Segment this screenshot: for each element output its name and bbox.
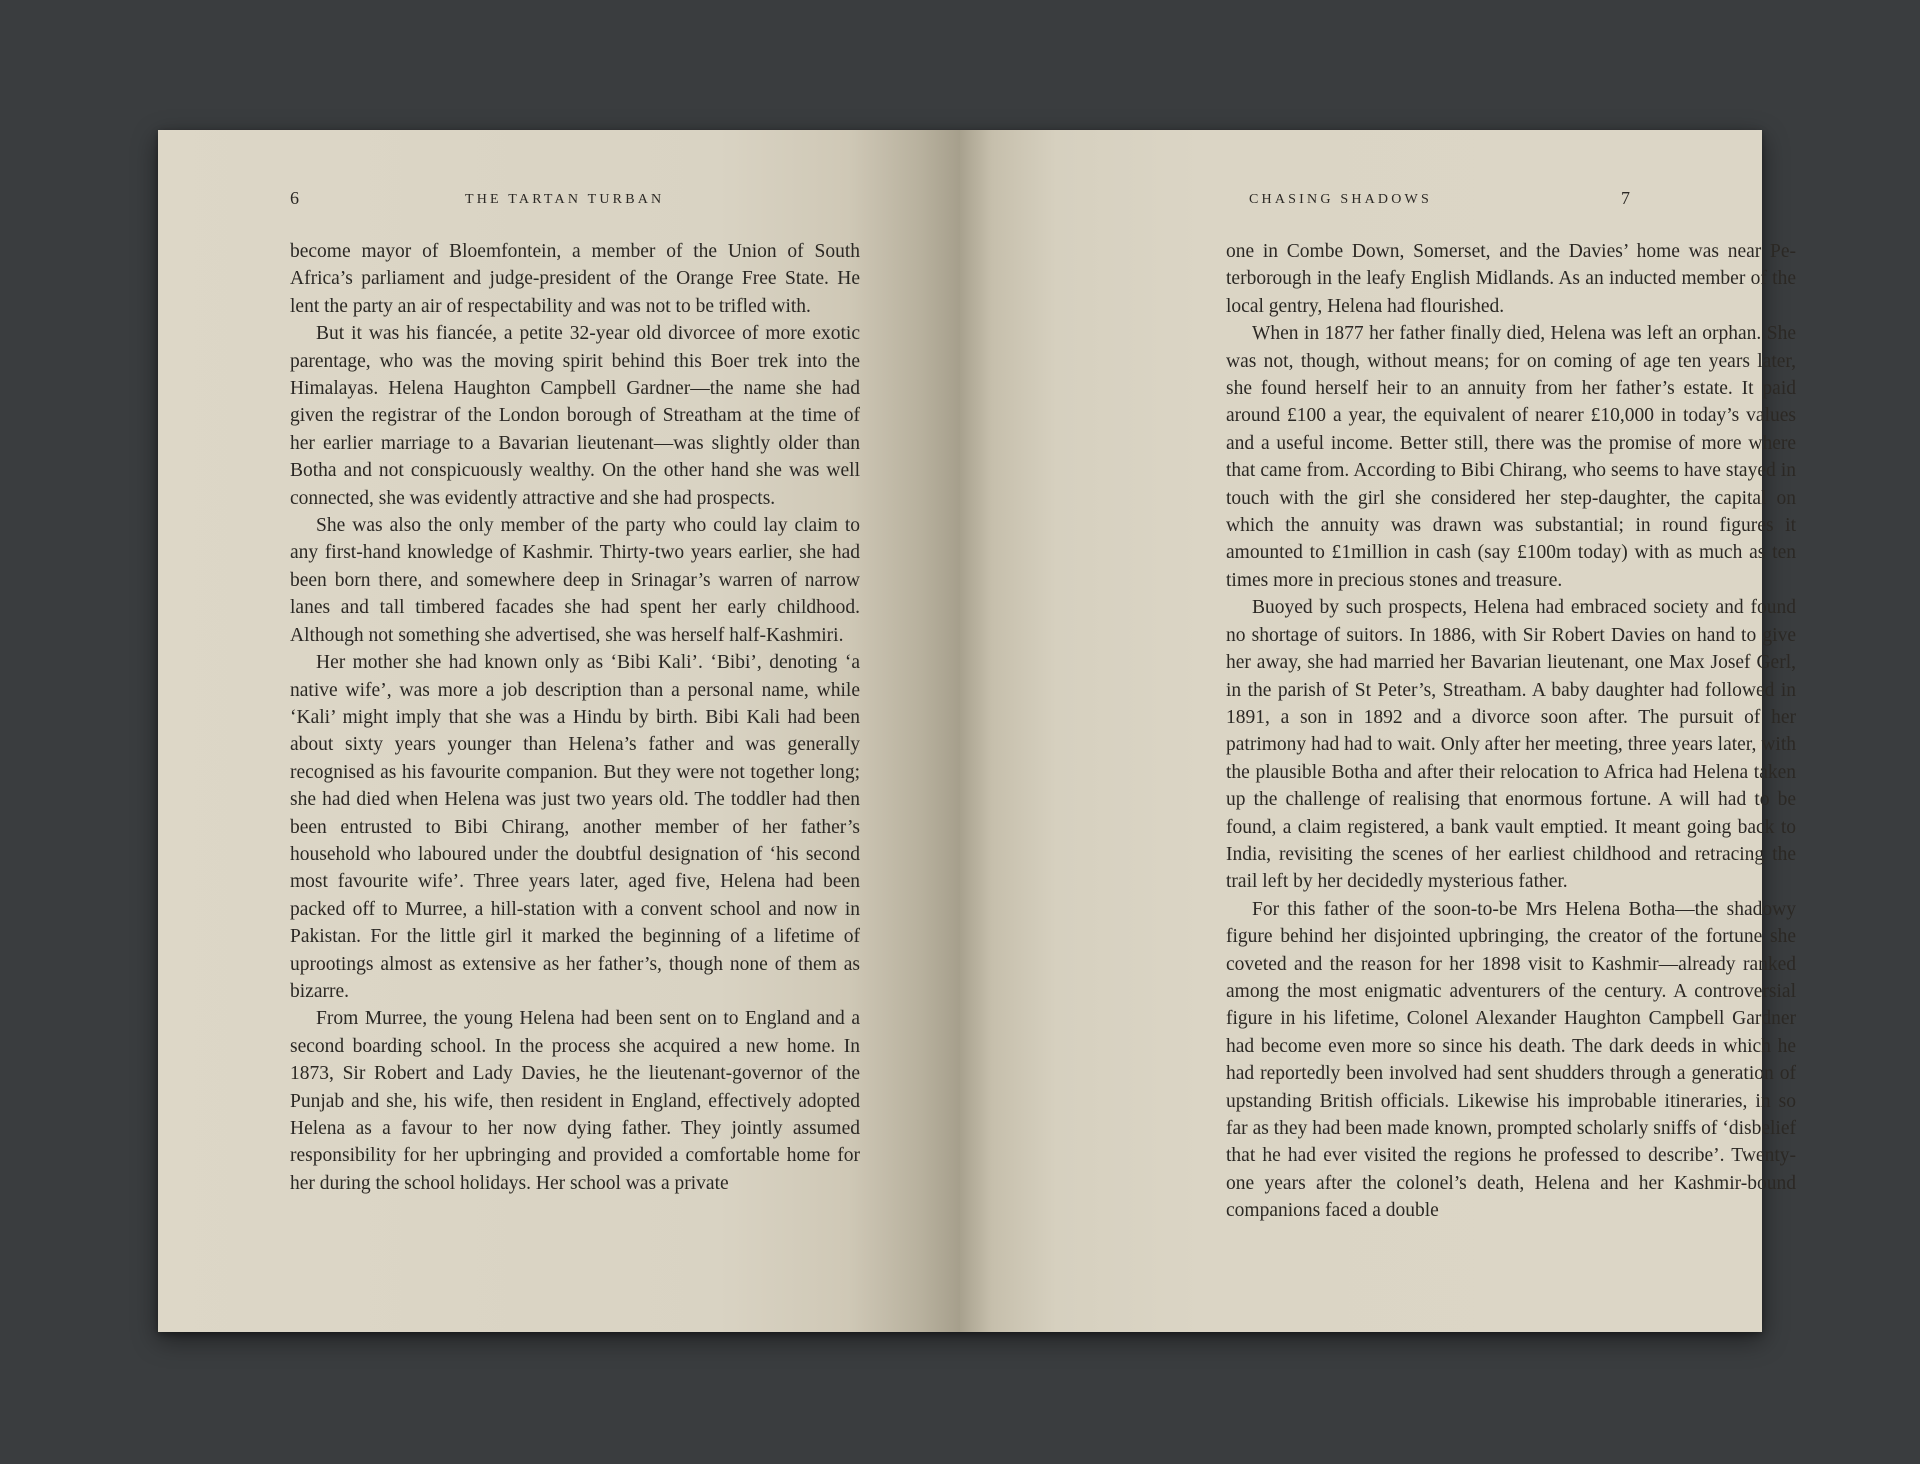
right-running-head: CHASING SHADOWS [1249,192,1432,207]
left-page [158,130,960,1332]
right-body-text [1226,238,1796,1225]
right-page-number: 7 [1621,188,1630,208]
paragraph: She was also the only member of the party who could lay claim to any first-hand knowledge of Kashmir. Thirty-two years earlier, she had been born there, and somewhere deep in Srinagar’s warren of narrow lanes and tall timbered facades she had spent her early childhood. Although not something she advertised, she was herself half-Kashmiri. [290,515,860,646]
paragraph: But it was his fiancée, a petite 32-year old divorcee of more exotic parentage, who was the moving spirit behind this Boer trek into the Himalayas. Helena Haughton Campbell Gardner—the name she had given the registrar of the London borough of Streatham at the time of her earlier marriage to a Bavarian lieutenant—was slightly older than Botha and not conspicuously wealthy. On the other hand she was well connected, she was evidently attractive and she had prospects. [290,323,860,509]
paragraph: become mayor of Bloemfontein, a member of the Union of South Africa’s parliament and judge-president of the Orange Free State. He lent the party an air of respectability and was not to be trifled with. [290,241,860,317]
book-spread [158,130,1796,1332]
paragraph: When in 1877 her father finally died, Helena was left an orphan. She was not, though, without means; for on coming of age ten years later, she found herself heir to an annuity from her father’s estate. It paid around £100 a year, the equivalent of nearer £10,000 in today’s values and a useful income. Better still, there was the promise of more where that came from. According to Bibi Chirang, who seems to have stayed in touch with the girl she considered her step-daughter, the capital on which the annuity was drawn was substantial; in round figures it amounted to £1million in cash (say £100m today) with as much as ten times more in precious stones and treasure. [1226,323,1796,591]
right-page [960,130,1796,1332]
left-running-head: THE TARTAN TURBAN [465,192,665,207]
left-body-text [290,238,860,1197]
paragraph: Buoyed by such prospects, Helena had embraced society and found no shortage of suitors. In 1886, with Sir Robert Davies on hand to give her away, she had married her Bavarian lieutenant, one Max Josef Gerl, in the parish of St Peter’s, Streatham. A baby daughter had followed in 1891, a son in 1892 and a divorce soon after. The pursuit of her patrimony had had to wait. Only after her meeting, three years later, with the plausible Botha and after their relocation to Africa had Helena taken up the challenge of realising that enormous fortune. A will had to be found, a claim registered, a bank vault emptied. It meant going back to India, revisiting the scenes of her earliest childhood and retracing the trail left by her decidedly mysterious father. [1226,597,1796,893]
paragraph: From Murree, the young Helena had been sent on to England and a second boarding school. In the process she acquired a new home. In 1873, Sir Robert and Lady Davies, he the lieutenant-governor of the Punjab and she, his wife, then resident in England, effectively adopted Helena as a favour to her now dying father. They jointly assumed responsibility for her upbringing and provided a comfortable home for her during the school holidays. Her school was a private [290,1008,860,1194]
paragraph: one in Combe Down, Somerset, and the Davies’ home was near Peterborough in the leafy English Midlands. As an inducted member of the local gentry, Helena had flourished. [1226,241,1796,317]
paragraph: Her mother she had known only as ‘Bibi Kali’. ‘Bibi’, denoting ‘a native wife’, was more a job description than a personal name, while ‘Kali’ might imply that she was a Hindu by birth. Bibi Kali had been about sixty years younger than Helena’s father and was generally recognised as his favourite companion. But they were not together long; she had died when Helena was just two years old. The toddler had then been entrusted to Bibi Chirang, another member of her father’s household who laboured under the doubtful designation of ‘his second most favourite wife’. Three years later, aged five, Helena had been packed off to Murree, a hill-station with a convent school and now in Pakistan. For the little girl it marked the beginning of a lifetime of uprootings almost as extensive as her father’s, though none of them as bizarre. [290,652,860,1002]
left-page-number: 6 [290,188,299,208]
paragraph: For this father of the soon-to-be Mrs Helena Botha—the shadowy figure behind her disjointed upbringing, the creator of the fortune she coveted and the reason for her 1898 visit to Kashmir—already ranked among the most enigmatic adventurers of the century. A controversial figure in his lifetime, Colonel Alexander Haughton Campbell Gardner had become even more so since his death. The dark deeds in which he had reportedly been involved had sent shudders through a generation of upstanding British officials. Likewise his improbable itineraries, in so far as they had been made known, prompted scholarly sniffs of ‘disbelief that he had ever visited the regions he professed to describe’. Twenty-one years after the colonel’s death, Helena and her Kashmir-bound companions faced a double [1226,898,1796,1222]
